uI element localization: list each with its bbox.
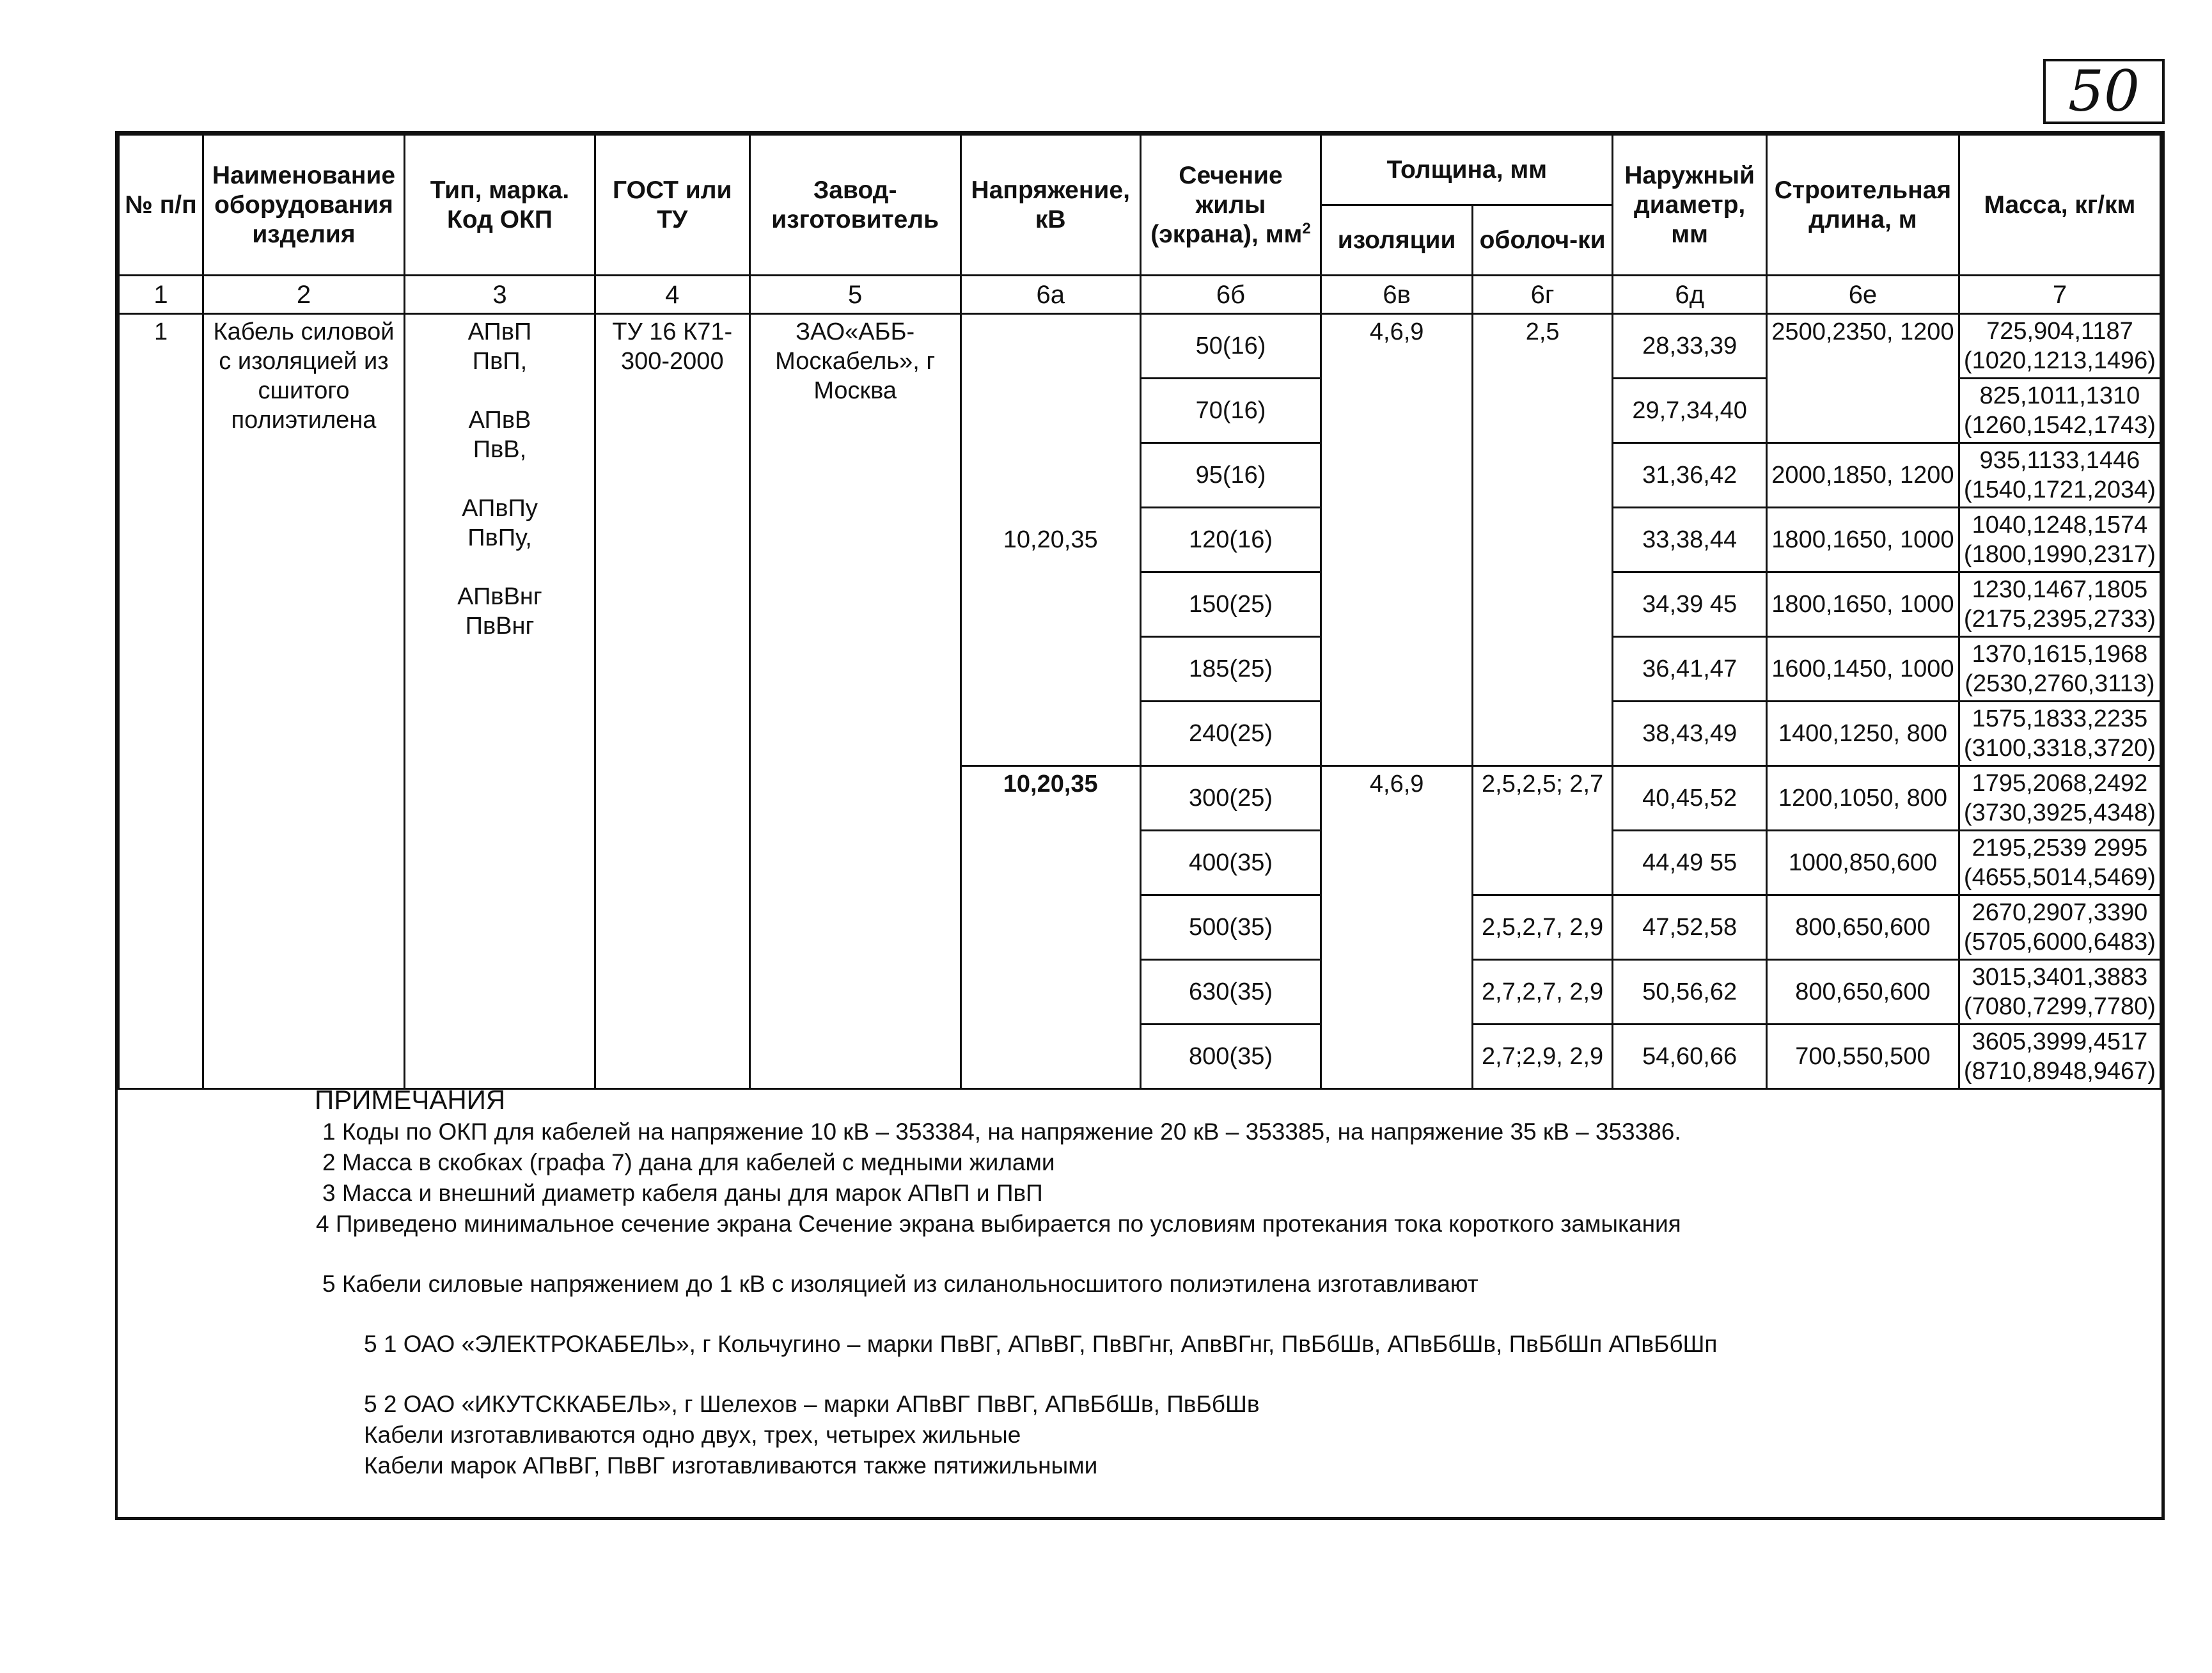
mass-cell — [1959, 508, 2160, 572]
length-cell: 1000,850,600 — [1767, 831, 1959, 895]
length-cell: 1400,1250, 800 — [1767, 702, 1959, 766]
column-number: 6д — [1613, 276, 1767, 314]
mass-cell — [1959, 1025, 2160, 1089]
note-5: 5 Кабели силовые напряжением до 1 кВ с изоляцией из силанольносшитого полиэтилена изготавливают — [322, 1271, 1479, 1297]
length-cell: 800,650,600 — [1767, 895, 1959, 960]
column-number: 3 — [404, 276, 595, 314]
length-cell: 1800,1650, 1000 — [1767, 508, 1959, 572]
mass-al: 2195,2539 2995 — [1972, 835, 2148, 861]
mass-cu: (1020,1213,1496) — [1963, 347, 2156, 374]
type-mark: АПвП — [467, 318, 532, 345]
diameter-cell: 54,60,66 — [1613, 1025, 1767, 1089]
column-number: 6г — [1472, 276, 1612, 314]
mass-cell — [1959, 379, 2160, 443]
sheath-cell: 2,5,2,7, 2,9 — [1472, 895, 1612, 960]
type-mark: АПвВ — [468, 407, 531, 434]
mass-al: 825,1011,1310 — [1979, 382, 2140, 409]
section-cell: 240(25) — [1140, 702, 1321, 766]
section-cell: 630(35) — [1140, 960, 1321, 1025]
length-cell: 1200,1050, 800 — [1767, 766, 1959, 831]
column-number-row — [119, 276, 2161, 314]
length-cell: 1800,1650, 1000 — [1767, 572, 1959, 637]
type-mark: ПвВнг — [465, 613, 535, 640]
header-name: Наименование оборудования изделия — [203, 135, 405, 276]
mass-cu: (1540,1721,2034) — [1963, 476, 2156, 503]
diameter-cell: 47,52,58 — [1613, 895, 1767, 960]
note-4: 4 Приведено минимальное сечение экрана Сечение экрана выбирается по условиям протекания тока короткого замыкания — [316, 1211, 1681, 1237]
column-number: 6а — [961, 276, 1140, 314]
mass-cu: (3730,3925,4348) — [1963, 799, 2156, 826]
note-1: 1 Коды по ОКП для кабелей на напряжение 10 кВ – 353384, на напряжение 20 кВ – 353385, на напряжение 35 кВ – 353386. — [322, 1119, 1681, 1145]
item-types — [404, 314, 595, 1089]
column-number: 6в — [1321, 276, 1473, 314]
mass-al: 3015,3401,3883 — [1972, 964, 2148, 991]
mass-cell — [1959, 831, 2160, 895]
note-2: 2 Масса в скобках (графа 7) дана для кабелей с медными жилами — [322, 1149, 1055, 1175]
cable-spec-table — [118, 134, 2161, 1090]
page-number: 50 — [2043, 59, 2165, 124]
header-thickness: Толщина, мм — [1321, 135, 1613, 205]
item-gost: ТУ 16 К71-300-2000 — [595, 314, 749, 1089]
column-number: 4 — [595, 276, 749, 314]
mass-cu: (8710,8948,9467) — [1963, 1058, 2156, 1085]
diameter-cell: 50,56,62 — [1613, 960, 1767, 1025]
mass-cell — [1959, 895, 2160, 960]
diameter-cell: 33,38,44 — [1613, 508, 1767, 572]
sheath-cell: 2,7;2,9, 2,9 — [1472, 1025, 1612, 1089]
diameter-cell: 38,43,49 — [1613, 702, 1767, 766]
header-gost: ГОСТ или ТУ — [595, 135, 749, 276]
header-diameter: Наружный диаметр, мм — [1613, 135, 1767, 276]
section-cell: 120(16) — [1140, 508, 1321, 572]
length-cell: 2500,2350, 1200 — [1767, 314, 1959, 443]
header-section: Сечение жилы (экрана), $мм^2$ — [1140, 135, 1321, 276]
column-number: 6б — [1140, 276, 1321, 314]
note-5-2-b: Кабели марок АПвВГ, ПвВГ изготавливаются также пятижильными — [364, 1452, 1098, 1479]
mass-cu: (7080,7299,7780) — [1963, 993, 2156, 1020]
mass-cell — [1959, 314, 2160, 379]
item-maker: ЗАО«АББ-Москабель», г Москва — [749, 314, 961, 1089]
length-cell: 1600,1450, 1000 — [1767, 637, 1959, 702]
note-5-2-a: Кабели изготавливаются одно двух, трех, четырех жильные — [364, 1422, 1021, 1448]
header-type: Тип, марка. Код ОКП — [404, 135, 595, 276]
diameter-cell: 31,36,42 — [1613, 443, 1767, 508]
mass-cell — [1959, 637, 2160, 702]
mass-al: 935,1133,1446 — [1979, 447, 2140, 474]
notes-title: ПРИМЕЧАНИЯ — [315, 1085, 506, 1115]
mass-cu: (4655,5014,5469) — [1963, 864, 2156, 891]
type-mark: ПвПу, — [467, 524, 532, 551]
type-mark: АПвПу — [462, 495, 538, 522]
diameter-cell: 44,49 55 — [1613, 831, 1767, 895]
mass-al: 1040,1248,1574 — [1972, 512, 2148, 538]
note-5-1: 5 1 ОАО «ЭЛЕКТРОКАБЕЛЬ», г Кольчугино – марки ПвВГ, АПвВГ, ПвВГнг, АпвВГнг, ПвБбШв, АПвБбШв, ПвБбШп АПвБбШп — [364, 1331, 1718, 1357]
length-cell: 700,550,500 — [1767, 1025, 1959, 1089]
mass-cell — [1959, 572, 2160, 637]
mass-al: 1370,1615,1968 — [1972, 641, 2148, 668]
notes-section — [118, 1083, 2161, 1518]
header-num: № п/п — [119, 135, 203, 276]
item-name: Кабель силовой с изоляцией из сшитого полиэтилена — [203, 314, 405, 1089]
mass-cu: (3100,3318,3720) — [1963, 735, 2156, 762]
length-cell: 2000,1850, 1200 — [1767, 443, 1959, 508]
header-mass: Масса, кг/км — [1959, 135, 2160, 276]
length-cell: 800,650,600 — [1767, 960, 1959, 1025]
header-voltage: Напряжение, кВ — [961, 135, 1140, 276]
header-maker: Завод-изготовитель — [749, 135, 961, 276]
mass-al: 1230,1467,1805 — [1972, 576, 2148, 603]
voltage-group-2: 10,20,35 — [961, 766, 1140, 1089]
diameter-cell: 29,7,34,40 — [1613, 379, 1767, 443]
diameter-cell: 40,45,52 — [1613, 766, 1767, 831]
diameter-cell: 34,39 45 — [1613, 572, 1767, 637]
header-insulation: изоляции — [1321, 205, 1473, 276]
section-cell: 95(16) — [1140, 443, 1321, 508]
note-5-2: 5 2 ОАО «ИКУТСККАБЕЛЬ», г Шелехов – марки АПвВГ ПвВГ, АПвБбШв, ПвБбШв — [364, 1391, 1260, 1417]
type-mark: ПвВ, — [473, 436, 527, 463]
type-mark: ПвП, — [472, 348, 528, 375]
mass-cu: (2175,2395,2733) — [1963, 606, 2156, 632]
sheath-cell: 2,7,2,7, 2,9 — [1472, 960, 1612, 1025]
mass-al: 1575,1833,2235 — [1972, 705, 2148, 732]
column-number: 5 — [749, 276, 961, 314]
header-length: Строительная длина, м — [1767, 135, 1959, 276]
table-row — [119, 314, 2161, 379]
mass-al: 2670,2907,3390 — [1972, 899, 2148, 926]
column-number: 7 — [1959, 276, 2160, 314]
section-cell: 300(25) — [1140, 766, 1321, 831]
section-cell: 50(16) — [1140, 314, 1321, 379]
item-number: 1 — [119, 314, 203, 1089]
mass-al: 725,904,1187 — [1986, 318, 2133, 345]
mass-cu: (1800,1990,2317) — [1963, 541, 2156, 568]
note-3: 3 Масса и внешний диаметр кабеля даны для марок АПвП и ПвП — [322, 1180, 1043, 1206]
mass-al: 1795,2068,2492 — [1972, 770, 2148, 797]
insulation-group-1: 4,6,9 — [1321, 314, 1473, 766]
mass-cell — [1959, 766, 2160, 831]
mass-cu: (2530,2760,3113) — [1965, 670, 2155, 697]
type-mark: АПвВнг — [457, 583, 542, 610]
specification-sheet — [115, 131, 2165, 1520]
column-number: 1 — [119, 276, 203, 314]
mass-cell — [1959, 960, 2160, 1025]
header-sheath: оболоч-ки — [1472, 205, 1612, 276]
voltage-group-1: 10,20,35 — [961, 314, 1140, 766]
section-cell: 400(35) — [1140, 831, 1321, 895]
insulation-group-2: 4,6,9 — [1321, 766, 1473, 1089]
section-cell: 800(35) — [1140, 1025, 1321, 1089]
section-cell: 500(35) — [1140, 895, 1321, 960]
section-cell: 150(25) — [1140, 572, 1321, 637]
column-number: 6е — [1767, 276, 1959, 314]
column-number: 2 — [203, 276, 405, 314]
mass-cell — [1959, 702, 2160, 766]
mass-al: 3605,3999,4517 — [1972, 1028, 2148, 1055]
sheath-group-1: 2,5 — [1472, 314, 1612, 766]
mass-cu: (1260,1542,1743) — [1963, 412, 2156, 439]
sheath-group-2: 2,5,2,5; 2,7 — [1472, 766, 1612, 895]
diameter-cell: 28,33,39 — [1613, 314, 1767, 379]
section-cell: 70(16) — [1140, 379, 1321, 443]
diameter-cell: 36,41,47 — [1613, 637, 1767, 702]
section-cell: 185(25) — [1140, 637, 1321, 702]
mass-cell — [1959, 443, 2160, 508]
mass-cu: (5705,6000,6483) — [1963, 929, 2156, 955]
